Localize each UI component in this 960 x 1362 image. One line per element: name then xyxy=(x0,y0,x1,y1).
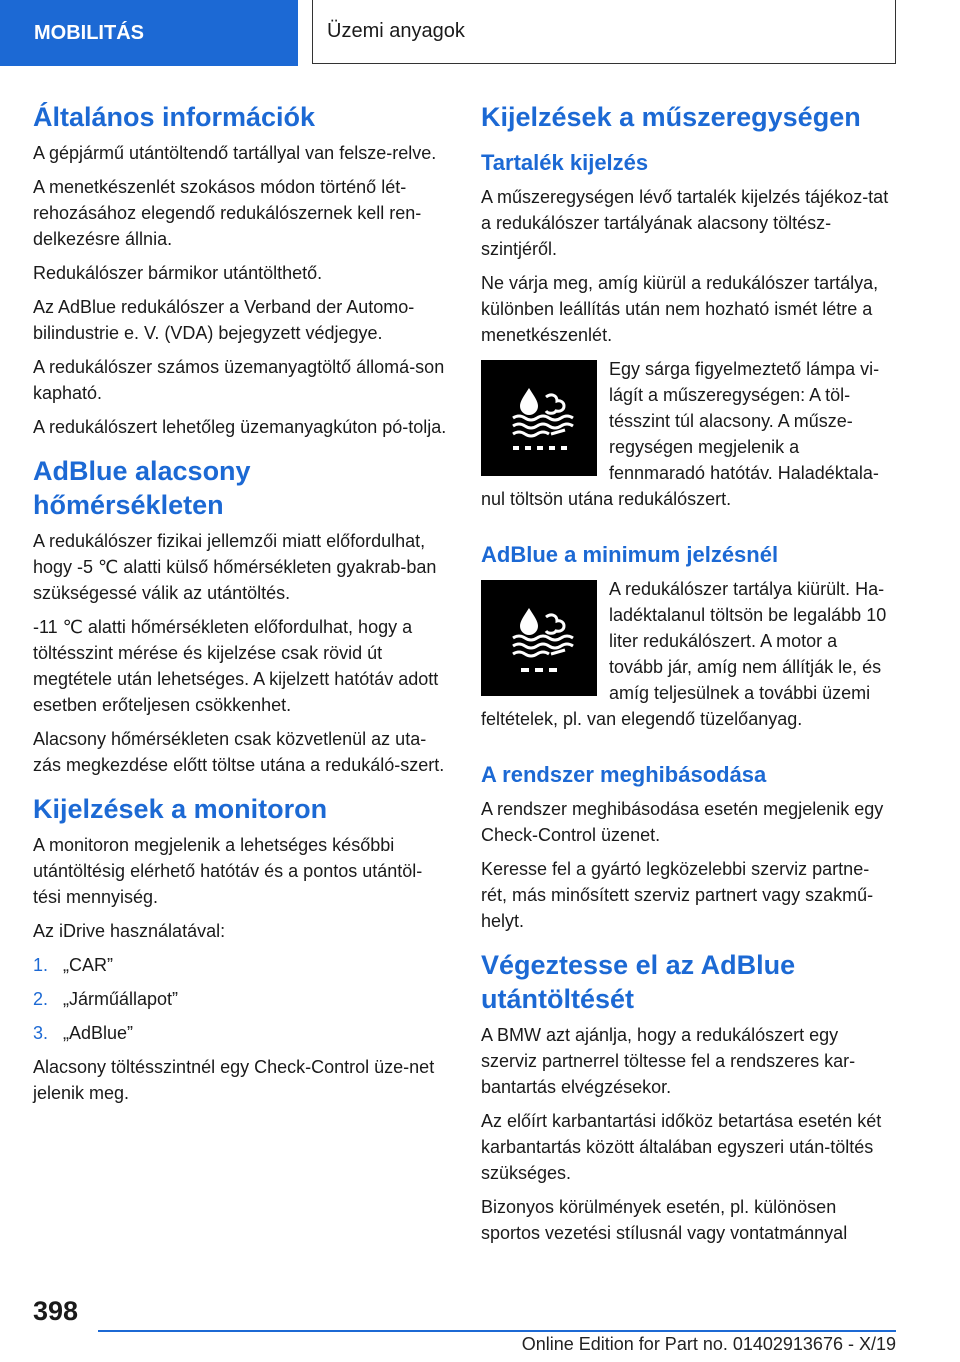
heading-general-info: Általános információk xyxy=(33,102,316,132)
list-item xyxy=(33,986,447,1012)
left-column xyxy=(33,100,447,1114)
paragraph: A rendszer meghibásodása esetén megjelenik egy Check-Control üzenet. xyxy=(481,799,884,845)
footer-divider xyxy=(98,1330,896,1332)
heading-minimum: AdBlue a minimum jelzésnél xyxy=(481,542,779,567)
page-number: 398 xyxy=(33,1296,79,1326)
list-item xyxy=(33,952,447,978)
paragraph: A BMW azt ajánlja, hogy a redukálószert egy szerviz partnerrel töltesse fel a rendszeres kar-bantartás elvégzésekor. xyxy=(481,1025,856,1097)
paragraph: Egy sárga figyelmeztető lámpa vi-lágít a műszeregységen: A töl-tésszint túl alacsony. A műsze-regységen megjelenik a fennmaradó hatótáv. Haladéktala-nul töltsön utána redukálószert. xyxy=(481,359,880,509)
paragraph: Alacsony hőmérsékleten csak közvetlenül az uta-zás megkezdése előtt töltse utána a redukáló-szert. xyxy=(33,729,445,775)
step-text: „CAR” xyxy=(63,955,113,975)
heading-reserve: Tartalék kijelzés xyxy=(481,150,649,175)
reserve-warning-figure xyxy=(481,356,895,520)
idrive-steps-list xyxy=(33,952,447,1046)
paragraph: A műszeregységen lévő tartalék kijelzés tájékoz-tat a redukálószer tartályának alacsony töltész-szintjéről. xyxy=(481,187,889,259)
paragraph: A gépjármű utántöltendő tartállyal van felsze-relve. xyxy=(33,143,437,163)
paragraph: Az előírt karbantartási időköz betartása esetén két karbantartás között általában egyszeri után-töltés szükséges. xyxy=(481,1111,882,1183)
edition-footer: Online Edition for Part no. 01402913676 - X/19 xyxy=(521,1334,896,1354)
right-column xyxy=(481,100,895,1254)
paragraph: Az AdBlue redukálószer a Verband der Automo-bilindustrie e. V. (VDA) bejegyzett védjegye. xyxy=(33,297,415,343)
paragraph: Bizonyos körülmények esetén, pl. különösen sportos vezetési stílusnál vagy vontatmánnyal xyxy=(481,1197,848,1243)
paragraph: Az iDrive használatával: xyxy=(33,921,226,941)
paragraph: A monitoron megjelenik a lehetséges későbbi utántöltésig elérhető hatótáv és a pontos utántöl-tési mennyiség. xyxy=(33,835,423,907)
step-text: „AdBlue” xyxy=(63,1023,134,1043)
step-number: 2. xyxy=(33,989,49,1009)
heading-low-temperature: AdBlue alacsony hőmérsékleten xyxy=(33,456,251,520)
paragraph: Redukálószer bármikor utántölthető. xyxy=(33,263,323,283)
page-header xyxy=(0,0,960,68)
adblue-minimum-icon xyxy=(481,580,597,696)
heading-monitor: Kijelzések a monitoron xyxy=(33,794,328,824)
paragraph: Ne várja meg, amíg kiürül a redukálószer tartálya, különben leállítás után nem hozható ismét létre a menetkészenlét. xyxy=(481,273,879,345)
paragraph: Alacsony töltésszintnél egy Check-Control üze-net jelenik meg. xyxy=(33,1057,435,1103)
minimum-warning-figure xyxy=(481,576,895,740)
paragraph: -11 ℃ alatti hőmérsékleten előfordulhat, hogy a töltésszint mérése és kijelzése csak rövid út megtétele után lehetséges. A kijelzett hatótáv adott esetben erőteljesen csökkenhet. xyxy=(33,617,439,715)
heading-refill: Végeztesse el az AdBlue utántöltését xyxy=(481,950,796,1014)
chapter-tab: Üzemi anyagok xyxy=(312,0,896,64)
paragraph: Keresse fel a gyártó legközelebbi szerviz partne-rét, más minősített szerviz partnert vagy szakmű-helyt. xyxy=(481,859,874,931)
step-text: „Járműállapot” xyxy=(63,989,179,1009)
paragraph: A redukálószer számos üzemanyagtöltő állomá-son kapható. xyxy=(33,357,445,403)
heading-malfunction: A rendszer meghibásodása xyxy=(481,762,767,787)
step-number: 1. xyxy=(33,955,49,975)
paragraph: A menetkészenlét szokásos módon történő lét-rehozásához elegendő redukálószernek kell ren-delkezésre állnia. xyxy=(33,177,422,249)
paragraph: A redukálószert lehetőleg üzemanyagkúton pó-tolja. xyxy=(33,417,447,437)
paragraph: A redukálószer tartálya kiürült. Ha-ladéktalanul töltsön be legalább 10 liter redukálószert. A motor a tovább jár, amíg nem állítják le, és amíg teljesülnek a további üzemi feltételek, pl. van elegendő tüzelőanyag. xyxy=(481,579,887,729)
list-item xyxy=(33,1020,447,1046)
step-number: 3. xyxy=(33,1023,49,1043)
paragraph: A redukálószer fizikai jellemzői miatt előfordulhat, hogy -5 ℃ alatti külső hőmérsékleten gyakrab-ban szükségessé válik az utántöltés. xyxy=(33,531,437,603)
heading-instrument-cluster: Kijelzések a műszeregységen xyxy=(481,102,861,132)
section-tab: MOBILITÁS xyxy=(0,0,298,66)
adblue-warning-icon xyxy=(481,360,597,476)
